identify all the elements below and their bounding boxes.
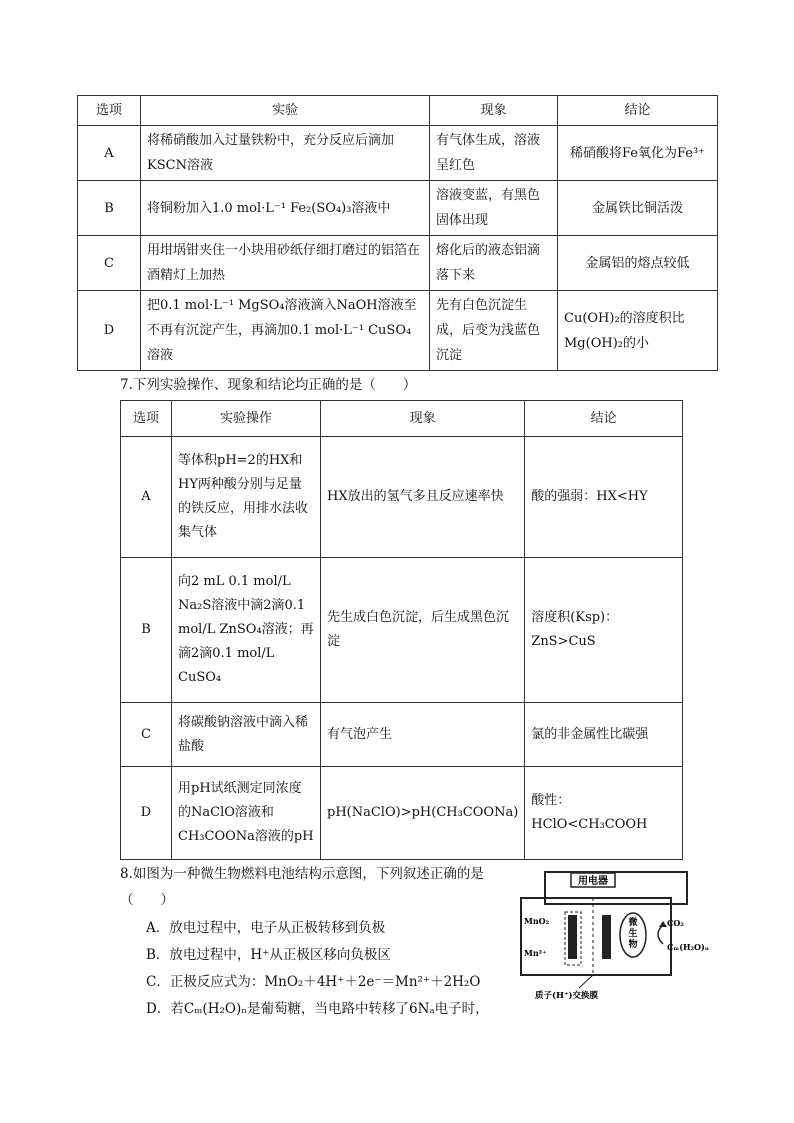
row-experiment: 把0.1 mol·L⁻¹ MgSO₄溶液滴入NaOH溶液至不再有沉淀产生，再滴加0.1 mol·L⁻¹ CuSO₄溶液 [141, 291, 430, 371]
question-8-stem: 8.如图为一种微生物燃料电池结构示意图，下列叙述正确的是 [120, 866, 484, 882]
table-row [78, 181, 718, 236]
table-row [121, 703, 683, 767]
question-7-stem: 7.下列实验操作、现象和结论均正确的是（ ） [120, 377, 417, 393]
table-2 [120, 400, 683, 860]
row-experiment: 将铜粉加入1.0 mol·L⁻¹ Fe₂(SO₄)₃溶液中 [141, 181, 430, 236]
row-conclusion: 金属铝的熔点较低 [558, 236, 718, 291]
svg-text:物: 物 [628, 940, 638, 950]
row-conclusion: 酸的强弱：HX<HY [525, 437, 683, 558]
table-row [78, 126, 718, 181]
positive-electrode [568, 915, 577, 959]
option-c: C．正极反应式为：MnO₂＋4H⁺＋2e⁻＝Mn²⁺＋2H₂O [146, 974, 481, 990]
row-conclusion: 稀硝酸将Fe氧化为Fe³⁺ [558, 126, 718, 181]
row-phenomenon: pH(NaClO)>pH(CH₃COONa) [321, 767, 525, 860]
co2-label: CO₂ [667, 918, 684, 928]
row-option: C [78, 236, 141, 291]
row-phenomenon: 先生成白色沉淀，后生成黑色沉淀 [321, 558, 525, 703]
row-option: A [121, 437, 172, 558]
header-conclusion: 结论 [525, 401, 683, 437]
table-row [121, 767, 683, 860]
mn2-label: Mn²⁺ [524, 948, 547, 958]
table-2-header [121, 401, 683, 437]
row-conclusion: 溶度积(Ksp)：ZnS>CuS [525, 558, 683, 703]
option-a: A．放电过程中，电子从正极转移到负极 [146, 920, 386, 936]
row-option: B [121, 558, 172, 703]
row-experiment: 向2 mL 0.1 mol/L Na₂S溶液中滴2滴0.1 mol/L ZnSO₄溶液；再滴2滴0.1 mol/L CuSO₄ [172, 558, 321, 703]
row-phenomenon: 熔化后的液态铝滴落下来 [430, 236, 558, 291]
reaction-arrow [658, 925, 663, 944]
row-phenomenon: HX放出的氢气多且反应速率快 [321, 437, 525, 558]
header-operation: 实验操作 [172, 401, 321, 437]
header-experiment: 实验 [141, 96, 430, 126]
table-row [121, 558, 683, 703]
row-phenomenon: 有气体生成，溶液呈红色 [430, 126, 558, 181]
row-option: D [121, 767, 172, 860]
fuel-cell-diagram [517, 868, 717, 1018]
table-row [121, 437, 683, 558]
carb-label: Cₘ(H₂O)ₙ [667, 942, 709, 952]
header-phenomenon: 现象 [430, 96, 558, 126]
row-option: B [78, 181, 141, 236]
negative-electrode [602, 915, 611, 959]
header-conclusion: 结论 [558, 96, 718, 126]
row-conclusion: 金属铁比铜活泼 [558, 181, 718, 236]
device-label: 用电器 [578, 876, 608, 887]
row-experiment: 用pH试纸测定同浓度的NaClO溶液和CH₃COONa溶液的pH [172, 767, 321, 860]
option-b: B．放电过程中，H⁺从正极区移向负极区 [146, 947, 391, 963]
header-option: 选项 [78, 96, 141, 126]
table-1-header [78, 96, 718, 126]
option-d: D．若Cₘ(H₂O)ₙ是葡萄糖，当电路中转移了6Nₐ电子时， [146, 1001, 489, 1017]
table-row [78, 236, 718, 291]
row-experiment: 将稀硝酸加入过量铁粉中，充分反应后滴加KSCN溶液 [141, 126, 430, 181]
row-phenomenon: 溶液变蓝，有黑色固体出现 [430, 181, 558, 236]
table-row [78, 291, 718, 371]
question-8-paren: （ ） [120, 892, 174, 908]
membrane-label: 质子(H⁺)交换膜 [535, 991, 599, 1001]
row-conclusion: 酸性：HClO<CH₃COOH [525, 767, 683, 860]
svg-text:生: 生 [628, 929, 638, 939]
row-experiment: 用坩埚钳夹住一小块用砂纸仔细打磨过的铝箔在酒精灯上加热 [141, 236, 430, 291]
row-experiment: 等体积pH=2的HX和HY两种酸分别与足量的铁反应，用排水法收集气体 [172, 437, 321, 558]
row-option: C [121, 703, 172, 767]
row-option: A [78, 126, 141, 181]
row-phenomenon: 先有白色沉淀生成，后变为浅蓝色沉淀 [430, 291, 558, 371]
svg-text:微: 微 [628, 918, 638, 928]
row-conclusion: 氯的非金属性比碳强 [525, 703, 683, 767]
table-1 [77, 95, 718, 371]
cell-container [521, 898, 671, 975]
header-phenomenon: 现象 [321, 401, 525, 437]
mno2-label: MnO₂ [524, 916, 550, 926]
header-option: 选项 [121, 401, 172, 437]
row-option: D [78, 291, 141, 371]
row-experiment: 将碳酸钠溶液中滴入稀盐酸 [172, 703, 321, 767]
row-conclusion: Cu(OH)₂的溶度积比Mg(OH)₂的小 [558, 291, 718, 371]
row-phenomenon: 有气泡产生 [321, 703, 525, 767]
